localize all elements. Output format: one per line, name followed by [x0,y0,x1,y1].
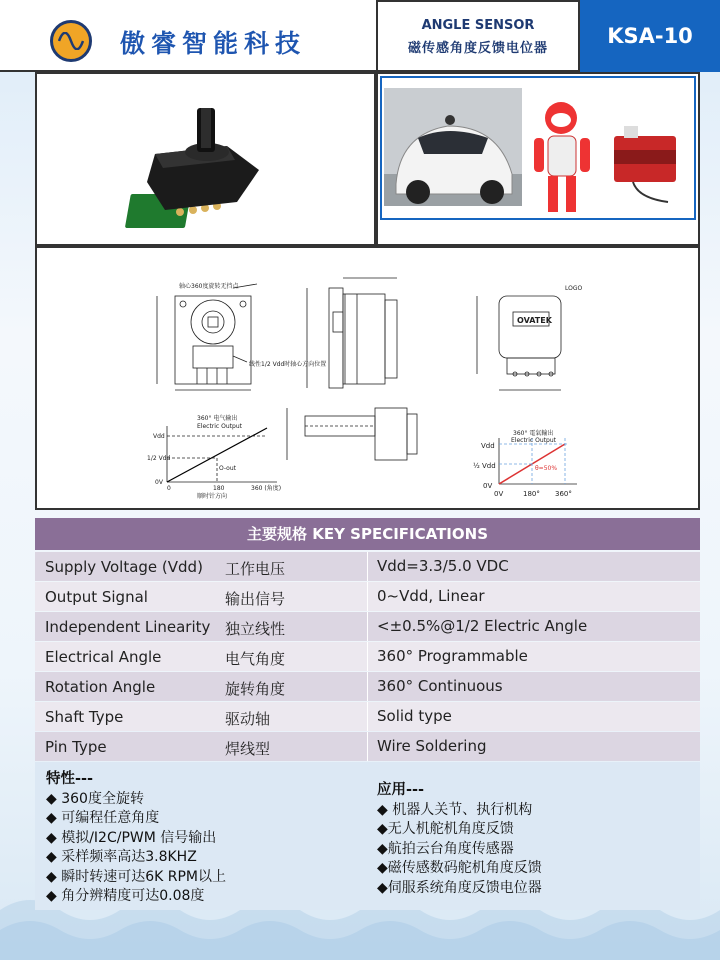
spec-name-en: Independent Linearity [45,618,211,636]
feature-item: ◆ 采样频率高达3.8KHZ [46,849,197,865]
application-item: ◆伺服系统角度反馈电位器 [377,879,542,896]
product-title-box [376,0,580,72]
feature-item: ◆ 模拟/I2C/PWM 信号输出 [46,829,217,846]
product-photo [35,72,376,246]
chart2-x-360: 360° [555,490,572,498]
feature-item: ◆ 可编程任意角度 [46,810,160,826]
features-list [46,770,226,907]
logo-icon [50,20,92,62]
logo-area [0,0,376,72]
features-heading: 特性--- [46,771,94,787]
feature-item: ◆ 360度全旋转 [46,790,144,807]
drawing-shaft-note: 轴心360度旋转无挡点 [179,283,239,290]
header [0,0,720,72]
chart1-x-label: 顺时针方向 [197,493,228,500]
spec-name-en: Pin Type [45,738,107,756]
applications-list [377,781,542,898]
spec-name-en: Shaft Type [45,708,124,726]
spec-title: 主要规格 KEY SPECIFICATIONS [35,518,700,550]
spec-name-en: Electrical Angle [45,648,162,666]
spec-name-en: Supply Voltage (Vdd) [45,558,203,576]
drawing-logo-label: LOGO [565,285,583,292]
drawing-brand: OVATEK [517,316,552,325]
chart1-x-180: 180 [213,485,225,492]
application-item: ◆磁传感数码舵机角度反馈 [377,860,542,876]
feature-item: ◆ 瞬时转速可达6K RPM以上 [46,868,227,885]
chart1-title-en: Electric Output [197,423,242,430]
spec-row [35,582,700,611]
spec-value: <±0.5%@1/2 Electric Angle [368,612,700,641]
spec-row [35,612,700,641]
chart1-x-360: 360 (角度) [251,485,282,492]
chart2-title-en: Electric Output [511,437,556,444]
spec-name-cn: 焊线型 [225,740,271,758]
feature-item: ◆ 角分辨精度可达0.08度 [46,888,205,904]
features-panel [35,762,700,910]
spec-row [35,702,700,731]
spec-value: 0~Vdd, Linear [368,582,700,611]
spec-value: Solid type [368,702,700,731]
chart2-y-mid: ½ Vdd [473,462,496,470]
spec-row [35,732,700,761]
chart1-y-top: Vdd [153,433,165,440]
chart2-title-cn: 360° 電氣輸出 [513,430,554,437]
spec-name-cn: 驱动轴 [225,710,271,728]
chart2-note: θ=50% [535,465,558,472]
chart1-y-bot: 0V [155,479,163,486]
chart1-title-cn: 360° 电气输出 [197,415,238,422]
spec-value: 360° Programmable [368,642,700,671]
spec-name-cn: 输出信号 [225,590,286,608]
spec-row [35,642,700,671]
spec-value: Vdd=3.3/5.0 VDC [368,552,700,581]
spec-name-en: Rotation Angle [45,678,156,696]
application-item: ◆航拍云台角度传感器 [377,840,514,857]
company-name: 傲睿智能科技 [120,29,307,58]
chart2-x-0: 0V [494,490,504,498]
chart2-x-180: 180° [523,490,540,498]
chart2-y-bot: 0V [483,482,493,490]
application-item: ◆无人机舵机角度反馈 [377,821,514,837]
model-number: KSA-10 [580,0,720,72]
product-title-cn: 磁传感角度反馈电位器 [407,41,548,56]
chart1-note: O-out [219,465,236,472]
spec-table [35,552,700,762]
spec-name-cn: 电气角度 [225,650,286,668]
spec-row [35,552,700,581]
chart2-y-top: Vdd [481,442,495,450]
spec-row [35,672,700,701]
spec-name-cn: 工作电压 [225,560,286,578]
application-photos [376,72,700,246]
technical-drawing [35,246,700,510]
spec-value: Wire Soldering [368,732,700,761]
application-item: ◆ 机器人关节、执行机构 [377,801,533,818]
chart1-y-mid: 1/2 Vdd [147,455,171,462]
spec-name-cn: 旋转角度 [225,680,286,698]
chart1-x-0: 0 [167,485,171,492]
applications-heading: 应用--- [377,782,425,798]
spec-name-en: Output Signal [45,588,148,606]
drawing-pin-note: 线性1/2 Vdd时轴心方向位置 [249,361,327,368]
spec-name-cn: 独立线性 [225,620,286,638]
product-title-en: ANGLE SENSOR [421,18,535,33]
spec-value: 360° Continuous [368,672,700,701]
